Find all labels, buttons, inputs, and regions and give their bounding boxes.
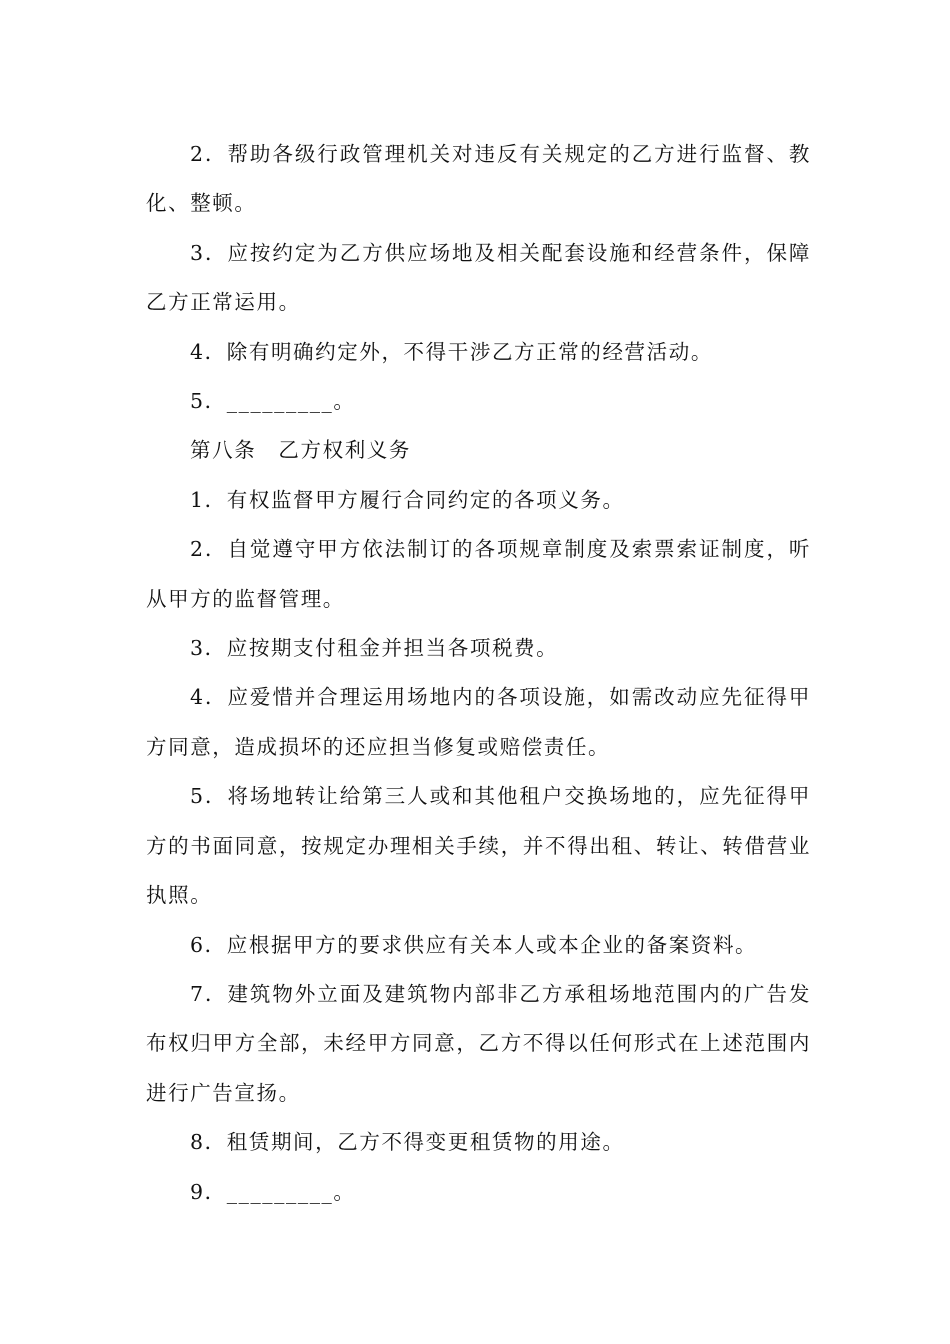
clause-8-item-9-blank: 9．_________。 bbox=[190, 1179, 356, 1204]
clause-8-item-1: 1．有权监督甲方履行合同约定的各项义务。 bbox=[190, 487, 625, 512]
clause-8-item-4: 4．应爱惜并合理运用场地内的各项设施，如需改动应先征得甲方同意，造成损坏的还应担当修复或赔偿责任。 bbox=[146, 685, 811, 759]
clause-8-item-3: 3．应按期支付租金并担当各项税费。 bbox=[190, 636, 559, 661]
clause-8-item-2: 2．自觉遵守甲方依法制订的各项规章制度及索票索证制度，听从甲方的监督管理。 bbox=[146, 537, 811, 611]
clause-8-item-6: 6．应根据甲方的要求供应有关本人或本企业的备案资料。 bbox=[190, 932, 758, 957]
clause-8-item-8: 8．租赁期间，乙方不得变更租赁物的用途。 bbox=[190, 1130, 625, 1155]
document-body bbox=[146, 130, 811, 1217]
clause-7-item-2: 2．帮助各级行政管理机关对违反有关规定的乙方进行监督、教化、整顿。 bbox=[146, 142, 811, 216]
clause-7-item-5-blank: 5．_________。 bbox=[190, 389, 356, 414]
clause-8-item-7: 7．建筑物外立面及建筑物内部非乙方承租场地范围内的广告发布权归甲方全部，未经甲方同意，乙方不得以任何形式在上述范围内进行广告宣扬。 bbox=[146, 981, 811, 1105]
clause-7-item-4: 4．除有明确约定外，不得干涉乙方正常的经营活动。 bbox=[190, 339, 713, 364]
clause-7-item-3: 3．应按约定为乙方供应场地及相关配套设施和经营条件，保障乙方正常运用。 bbox=[146, 240, 811, 315]
clause-8-heading: 第八条 乙方权利义务 bbox=[190, 438, 411, 463]
clause-8-item-5: 5．将场地转让给第三人或和其他租户交换场地的，应先征得甲方的书面同意，按规定办理相关手续，并不得出租、转让、转借营业执照。 bbox=[146, 784, 811, 908]
